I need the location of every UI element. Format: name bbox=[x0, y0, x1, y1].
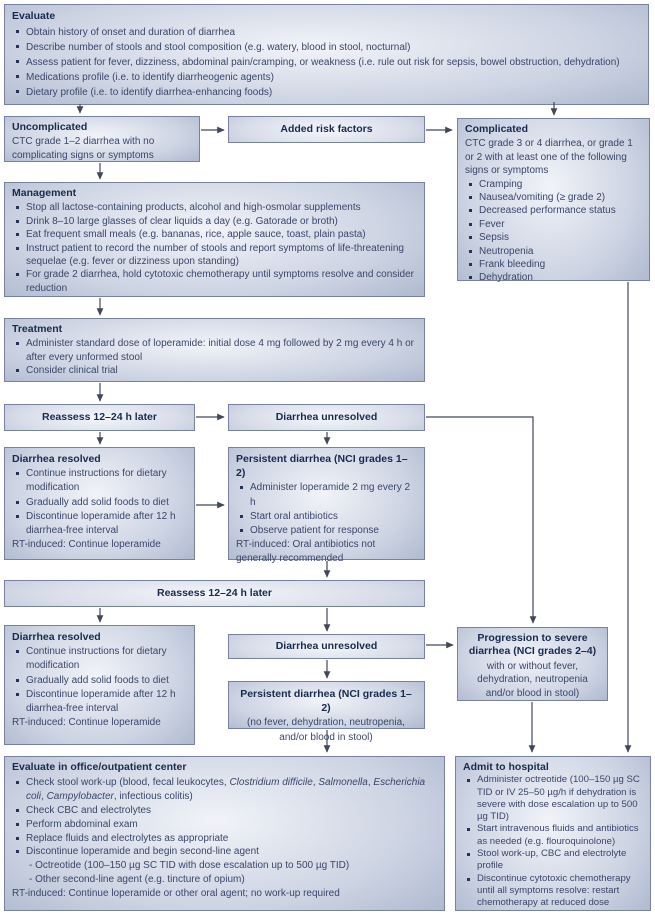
bar-label: Diarrhea unresolved bbox=[275, 639, 378, 652]
list-item: Dietary profile (i.e. to identify diarrhea-enhancing foods) bbox=[12, 85, 640, 100]
complicated-box bbox=[457, 118, 650, 284]
list-item: Perform abdominal exam bbox=[12, 818, 436, 832]
box-body: CTC grade 1–2 diarrhea with no complicating signs or symptoms bbox=[12, 136, 155, 161]
bullet-list bbox=[12, 337, 416, 377]
list-item: Obtain history of onset and duration of diarrhea bbox=[12, 25, 640, 40]
persistent-diarrhea-1-box bbox=[228, 447, 425, 565]
list-item: Eat frequent small meals (e.g. bananas, rice, apple sauce, toast, plain pasta) bbox=[12, 228, 416, 241]
progression-severe-box bbox=[457, 627, 608, 701]
box-title: Management bbox=[12, 187, 77, 199]
list-item: Start oral antibiotics bbox=[236, 510, 416, 524]
diarrhea-unresolved-1-box bbox=[228, 404, 425, 431]
bullet-list bbox=[12, 467, 186, 552]
list-item: Decreased performance status bbox=[465, 204, 641, 217]
bar-label: Reassess 12–24 h later bbox=[156, 586, 272, 599]
added-risk-factors-box bbox=[228, 116, 425, 143]
box-title: Persistent diarrhea (NCI grades 1–2) bbox=[240, 688, 412, 715]
list-item: Drink 8–10 large glasses of clear liquids a day (e.g. Gatorade or broth) bbox=[12, 215, 416, 228]
office-evaluation-box bbox=[4, 756, 445, 911]
list-item: Neutropenia bbox=[465, 245, 641, 258]
box-title: Persistent diarrhea (NCI grades 1–2) bbox=[236, 453, 408, 480]
list-item: Gradually add solid foods to diet bbox=[12, 674, 186, 688]
evaluate-box bbox=[4, 4, 649, 105]
list-item: Discontinue loperamide after 12 h diarrhea-free interval bbox=[12, 688, 186, 716]
bar-label: Added risk factors bbox=[280, 122, 373, 135]
reassess-2-box bbox=[4, 580, 425, 607]
list-item: Medications profile (i.e. to identify diarrheogenic agents) bbox=[12, 70, 640, 85]
box-body: (no fever, dehydration, neutropenia, and/or blood in stool) bbox=[247, 717, 405, 743]
list-item: - Octreotide (100–150 µg SC TID with dose escalation up to 500 µg TID) bbox=[29, 860, 350, 872]
bullet-list bbox=[12, 645, 186, 730]
list-item: Describe number of stools and stool composition (e.g. watery, blood in stool, nocturnal) bbox=[12, 40, 640, 55]
list-item: Administer loperamide 2 mg every 2 h bbox=[236, 481, 416, 509]
list-item: Assess patient for fever, dizziness, abdominal pain/cramping, or weakness (i.e. rule out risk for sepsis, bowel obstruction, dehydration) bbox=[12, 55, 640, 70]
list-item: Replace fluids and electrolytes as appropriate bbox=[12, 832, 436, 846]
diarrhea-unresolved-2-box bbox=[228, 634, 425, 659]
box-title: Progression to severe diarrhea (NCI grades 2–4) bbox=[468, 632, 597, 658]
list-item: Check CBC and electrolytes bbox=[12, 804, 436, 818]
bullet-list bbox=[12, 201, 416, 295]
bullet-list bbox=[12, 776, 436, 901]
list-item: Fever bbox=[465, 218, 641, 231]
list-item: RT-induced: Continue loperamide bbox=[12, 539, 161, 551]
diarrhea-resolved-1-box bbox=[4, 447, 195, 560]
bar-label: Reassess 12–24 h later bbox=[41, 410, 157, 423]
box-title: Complicated bbox=[465, 123, 529, 135]
uncomplicated-box bbox=[4, 116, 200, 162]
box-intro: CTC grade 3 or 4 diarrhea, or grade 1 or 2 with at least one of the following signs or symptoms bbox=[465, 138, 633, 177]
list-item: Administer standard dose of loperamide: initial dose 4 mg followed by 2 mg every 4 h or after every unformed stool bbox=[12, 337, 416, 364]
list-item: Consider clinical trial bbox=[12, 364, 416, 377]
list-item: Start intravenous fluids and antibiotics as needed (e.g. flouroquinolone) bbox=[463, 823, 642, 848]
list-item: Nausea/vomiting (≥ grade 2) bbox=[465, 191, 641, 204]
list-item: Continue instructions for dietary modification bbox=[12, 645, 186, 673]
treatment-box bbox=[4, 318, 425, 382]
list-item: Discontinue cytotoxic chemotherapy until all symptoms resolve: restart chemotherapy at reduced dose bbox=[463, 873, 642, 910]
bullet-list bbox=[236, 481, 416, 566]
list-item: For grade 2 diarrhea, hold cytotoxic chemotherapy until symptoms resolve and consider reduction bbox=[12, 268, 416, 295]
bullet-list bbox=[463, 774, 642, 909]
box-title: Uncomplicated bbox=[12, 121, 88, 133]
list-item: Stop all lactose-containing products, alcohol and high-osmolar supplements bbox=[12, 201, 416, 214]
bullet-list bbox=[465, 178, 641, 285]
list-item: Stool work-up, CBC and electrolyte profile bbox=[463, 848, 642, 873]
list-item: Instruct patient to record the number of stools and report symptoms of life-threatening sequelae (e.g. fever or dizziness upon standing) bbox=[12, 242, 416, 269]
list-item: Check stool work-up (blood, fecal leukocytes, Clostridium difficile, Salmonella, Escherichia coli, Campylobacter, infectious colitis) bbox=[12, 776, 436, 804]
reassess-1-box bbox=[4, 404, 195, 431]
list-item: Dehydration bbox=[465, 271, 641, 284]
box-title: Diarrhea resolved bbox=[12, 631, 101, 643]
bullet-list bbox=[12, 25, 640, 100]
box-title: Treatment bbox=[12, 323, 63, 335]
box-title: Admit to hospital bbox=[463, 761, 549, 773]
list-item: Gradually add solid foods to diet bbox=[12, 496, 186, 510]
list-item: Continue instructions for dietary modification bbox=[12, 467, 186, 495]
list-item: Cramping bbox=[465, 178, 641, 191]
list-item: Sepsis bbox=[465, 231, 641, 244]
admit-hospital-box bbox=[455, 756, 651, 911]
management-box bbox=[4, 182, 425, 297]
list-item: Observe patient for response bbox=[236, 524, 416, 538]
bar-label: Diarrhea unresolved bbox=[275, 410, 378, 423]
box-title: Evaluate bbox=[12, 10, 56, 22]
list-item: Discontinue loperamide after 12 h diarrhea-free interval bbox=[12, 510, 186, 538]
box-title: Diarrhea resolved bbox=[12, 453, 101, 465]
box-body: with or without fever, dehydration, neutropenia and/or blood in stool) bbox=[477, 660, 588, 699]
box-title: Evaluate in office/outpatient center bbox=[12, 761, 187, 773]
list-item: Frank bleeding bbox=[465, 258, 641, 271]
list-item: RT-induced: Continue loperamide bbox=[12, 717, 161, 729]
list-item: RT-induced: Continue loperamide or other oral agent; no work-up required bbox=[12, 888, 340, 900]
persistent-diarrhea-2-box bbox=[228, 681, 425, 743]
list-item: RT-induced: Oral antibiotics not generally recommended bbox=[236, 539, 376, 565]
list-item: - Other second-line agent (e.g. tincture of opium) bbox=[29, 874, 245, 886]
list-item: Discontinue loperamide and begin second-line agent bbox=[12, 845, 436, 859]
list-item: Administer octreotide (100–150 µg SC TID or IV 25–50 µg/h if dehydration is severe with dose escalation up to 500 µg TID) bbox=[463, 774, 642, 823]
diarrhea-resolved-2-box bbox=[4, 625, 195, 745]
